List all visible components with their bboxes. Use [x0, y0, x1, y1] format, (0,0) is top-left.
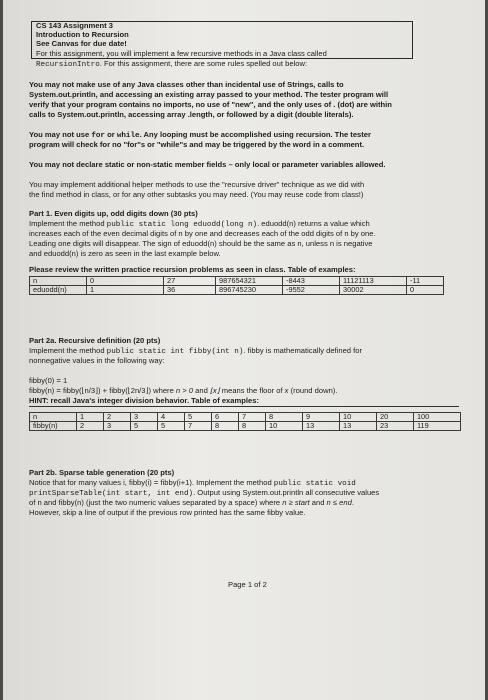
part2a-hint: HINT: recall Java's integer division behavior. Table of examples: — [29, 396, 259, 405]
part2a-line-2: nonnegative values in the following way: — [29, 356, 165, 365]
rule1-line-1: You may not make use of any Java classes other than incidental use of Strings, calls to — [29, 80, 344, 89]
table-cell: 20 — [376, 413, 413, 422]
table-cell: n — [30, 277, 87, 286]
table-cell: 30002 — [340, 286, 407, 295]
intro-line-1: For this assignment, you will implement a few recursive methods in a Java class called — [36, 49, 327, 58]
table-cell: -8443 — [283, 277, 340, 286]
rule3-text: You may not declare static or non-static member fields – only local or parameter variables allowed. — [29, 160, 386, 169]
table-cell: 100 — [413, 413, 460, 422]
table-cell: 3 — [104, 422, 131, 431]
part1-line-1: Implement the method public static long eduodd(long n). eduodd(n) returns a value which — [29, 219, 370, 229]
table-cell: 8 — [266, 413, 303, 422]
table-cell: -11 — [407, 277, 444, 286]
table-cell: eduodd(n) — [30, 286, 87, 295]
table-cell: 11121113 — [340, 277, 407, 286]
rule2-line-1: You may not use for or while. Any looping must be accomplished using recursion. The tester — [29, 130, 371, 140]
part2a-line-1: Implement the method public static int fibby(int n). fibby is mathematically defined for — [29, 346, 362, 356]
table-cell: n — [30, 413, 77, 422]
part1-line-3: Leading one digits will disappear. The sign of eduodd(n) should be the same as n, unless n is negative — [29, 239, 373, 248]
table-cell: 2 — [77, 422, 104, 431]
table-cell: 5 — [185, 413, 212, 422]
table-cell: 8 — [239, 422, 266, 431]
table-cell: 13 — [302, 422, 339, 431]
table-cell: 5 — [131, 422, 158, 431]
table-row — [30, 422, 461, 431]
part1-line-2: increases each of the even decimal digits of n by one and decreases each of the odd digits of n by one. — [29, 229, 376, 238]
rule2-line-2: program will check for no "for"s or "while"s and may be triggered by the word in a comment. — [29, 140, 365, 149]
course-title: CS 143 Assignment 3 — [36, 21, 113, 30]
fibby-def-base: fibby(0) = 1 — [29, 376, 68, 385]
part1-line-4: and eduodd(n) is zero as seen in the last example below. — [29, 249, 221, 258]
table-cell: 13 — [339, 422, 376, 431]
part2b-line-1: Notice that for many values i, fibby(i) = fibby(i+1). Implement the method public static void — [29, 478, 356, 488]
rule1-line-4: calls to System.out.println, accessing array .length, or followed by a digit (double literals). — [29, 110, 354, 119]
table-cell: 2 — [104, 413, 131, 422]
table-cell: 6 — [212, 413, 239, 422]
part2b-line-3: of n and fibby(n) (just the two numeric values separated by a space) where n ≥ start and n ≤ end. — [29, 498, 354, 507]
table-cell: 4 — [158, 413, 185, 422]
table-cell: 27 — [164, 277, 216, 286]
table-row — [30, 286, 444, 295]
table-cell: 1 — [77, 413, 104, 422]
rule4-line-2: the find method in class, or for any other subtasks you may need. (You may reuse code from class!) — [29, 190, 364, 199]
table-cell: 3 — [131, 413, 158, 422]
table-cell: 36 — [164, 286, 216, 295]
intro-line-2: RecursionIntro. For this assignment, there are some rules spelled out below: — [36, 59, 308, 69]
table-cell: 23 — [376, 422, 413, 431]
document-page — [3, 0, 485, 700]
part2a-title: Part 2a. Recursive definition (20 pts) — [29, 336, 161, 345]
rule1-line-2: System.out.println, and accessing an existing array passed to your method. The tester program will — [29, 90, 389, 99]
page-number: Page 1 of 2 — [228, 580, 267, 589]
assignment-topic: Introduction to Recursion — [36, 30, 129, 39]
fibby-def-recursive: fibby(n) = fibby(⌊n/3⌋) + fibby(⌊2n/3⌋) where n > 0 and ⌊x⌋ means the floor of x (round down). — [29, 386, 338, 395]
table-cell: 0 — [407, 286, 444, 295]
table-cell: 896745230 — [216, 286, 283, 295]
rule1-line-3: verify that your program contains no imports, no use of "new", and the only uses of . (dot) are within — [29, 100, 392, 109]
eduodd-examples-table — [29, 276, 444, 295]
table-cell: 10 — [266, 422, 303, 431]
table-cell: 987654321 — [216, 277, 283, 286]
rule4-line-1: You may implement additional helper methods to use the "recursive driver" technique as we did with — [29, 180, 365, 189]
table-cell: -9552 — [283, 286, 340, 295]
table-cell: 9 — [302, 413, 339, 422]
part2b-line-2: printSparseTable(int start, int end). Output using System.out.println all consecutive values — [29, 488, 380, 498]
part1-title: Part 1. Even digits up, odd digits down (30 pts) — [29, 209, 198, 218]
table1-caption: Please review the written practice recursion problems as seen in class. Table of examples: — [29, 265, 356, 274]
table-cell: 7 — [239, 413, 266, 422]
due-date-note: See Canvas for due date! — [36, 39, 127, 48]
part2b-line-4: However, skip a line of output if the previous row printed has the same fibby value. — [29, 508, 306, 517]
table-cell: fibby(n) — [30, 422, 77, 431]
part2b-title: Part 2b. Sparse table generation (20 pts) — [29, 468, 175, 477]
table-cell: 1 — [87, 286, 164, 295]
table-cell: 119 — [413, 422, 460, 431]
hint-rule — [29, 406, 459, 407]
table-cell: 10 — [339, 413, 376, 422]
fibby-examples-table — [29, 412, 461, 431]
table-cell: 7 — [185, 422, 212, 431]
table-cell: 5 — [158, 422, 185, 431]
table-cell: 8 — [212, 422, 239, 431]
table-cell: 0 — [87, 277, 164, 286]
